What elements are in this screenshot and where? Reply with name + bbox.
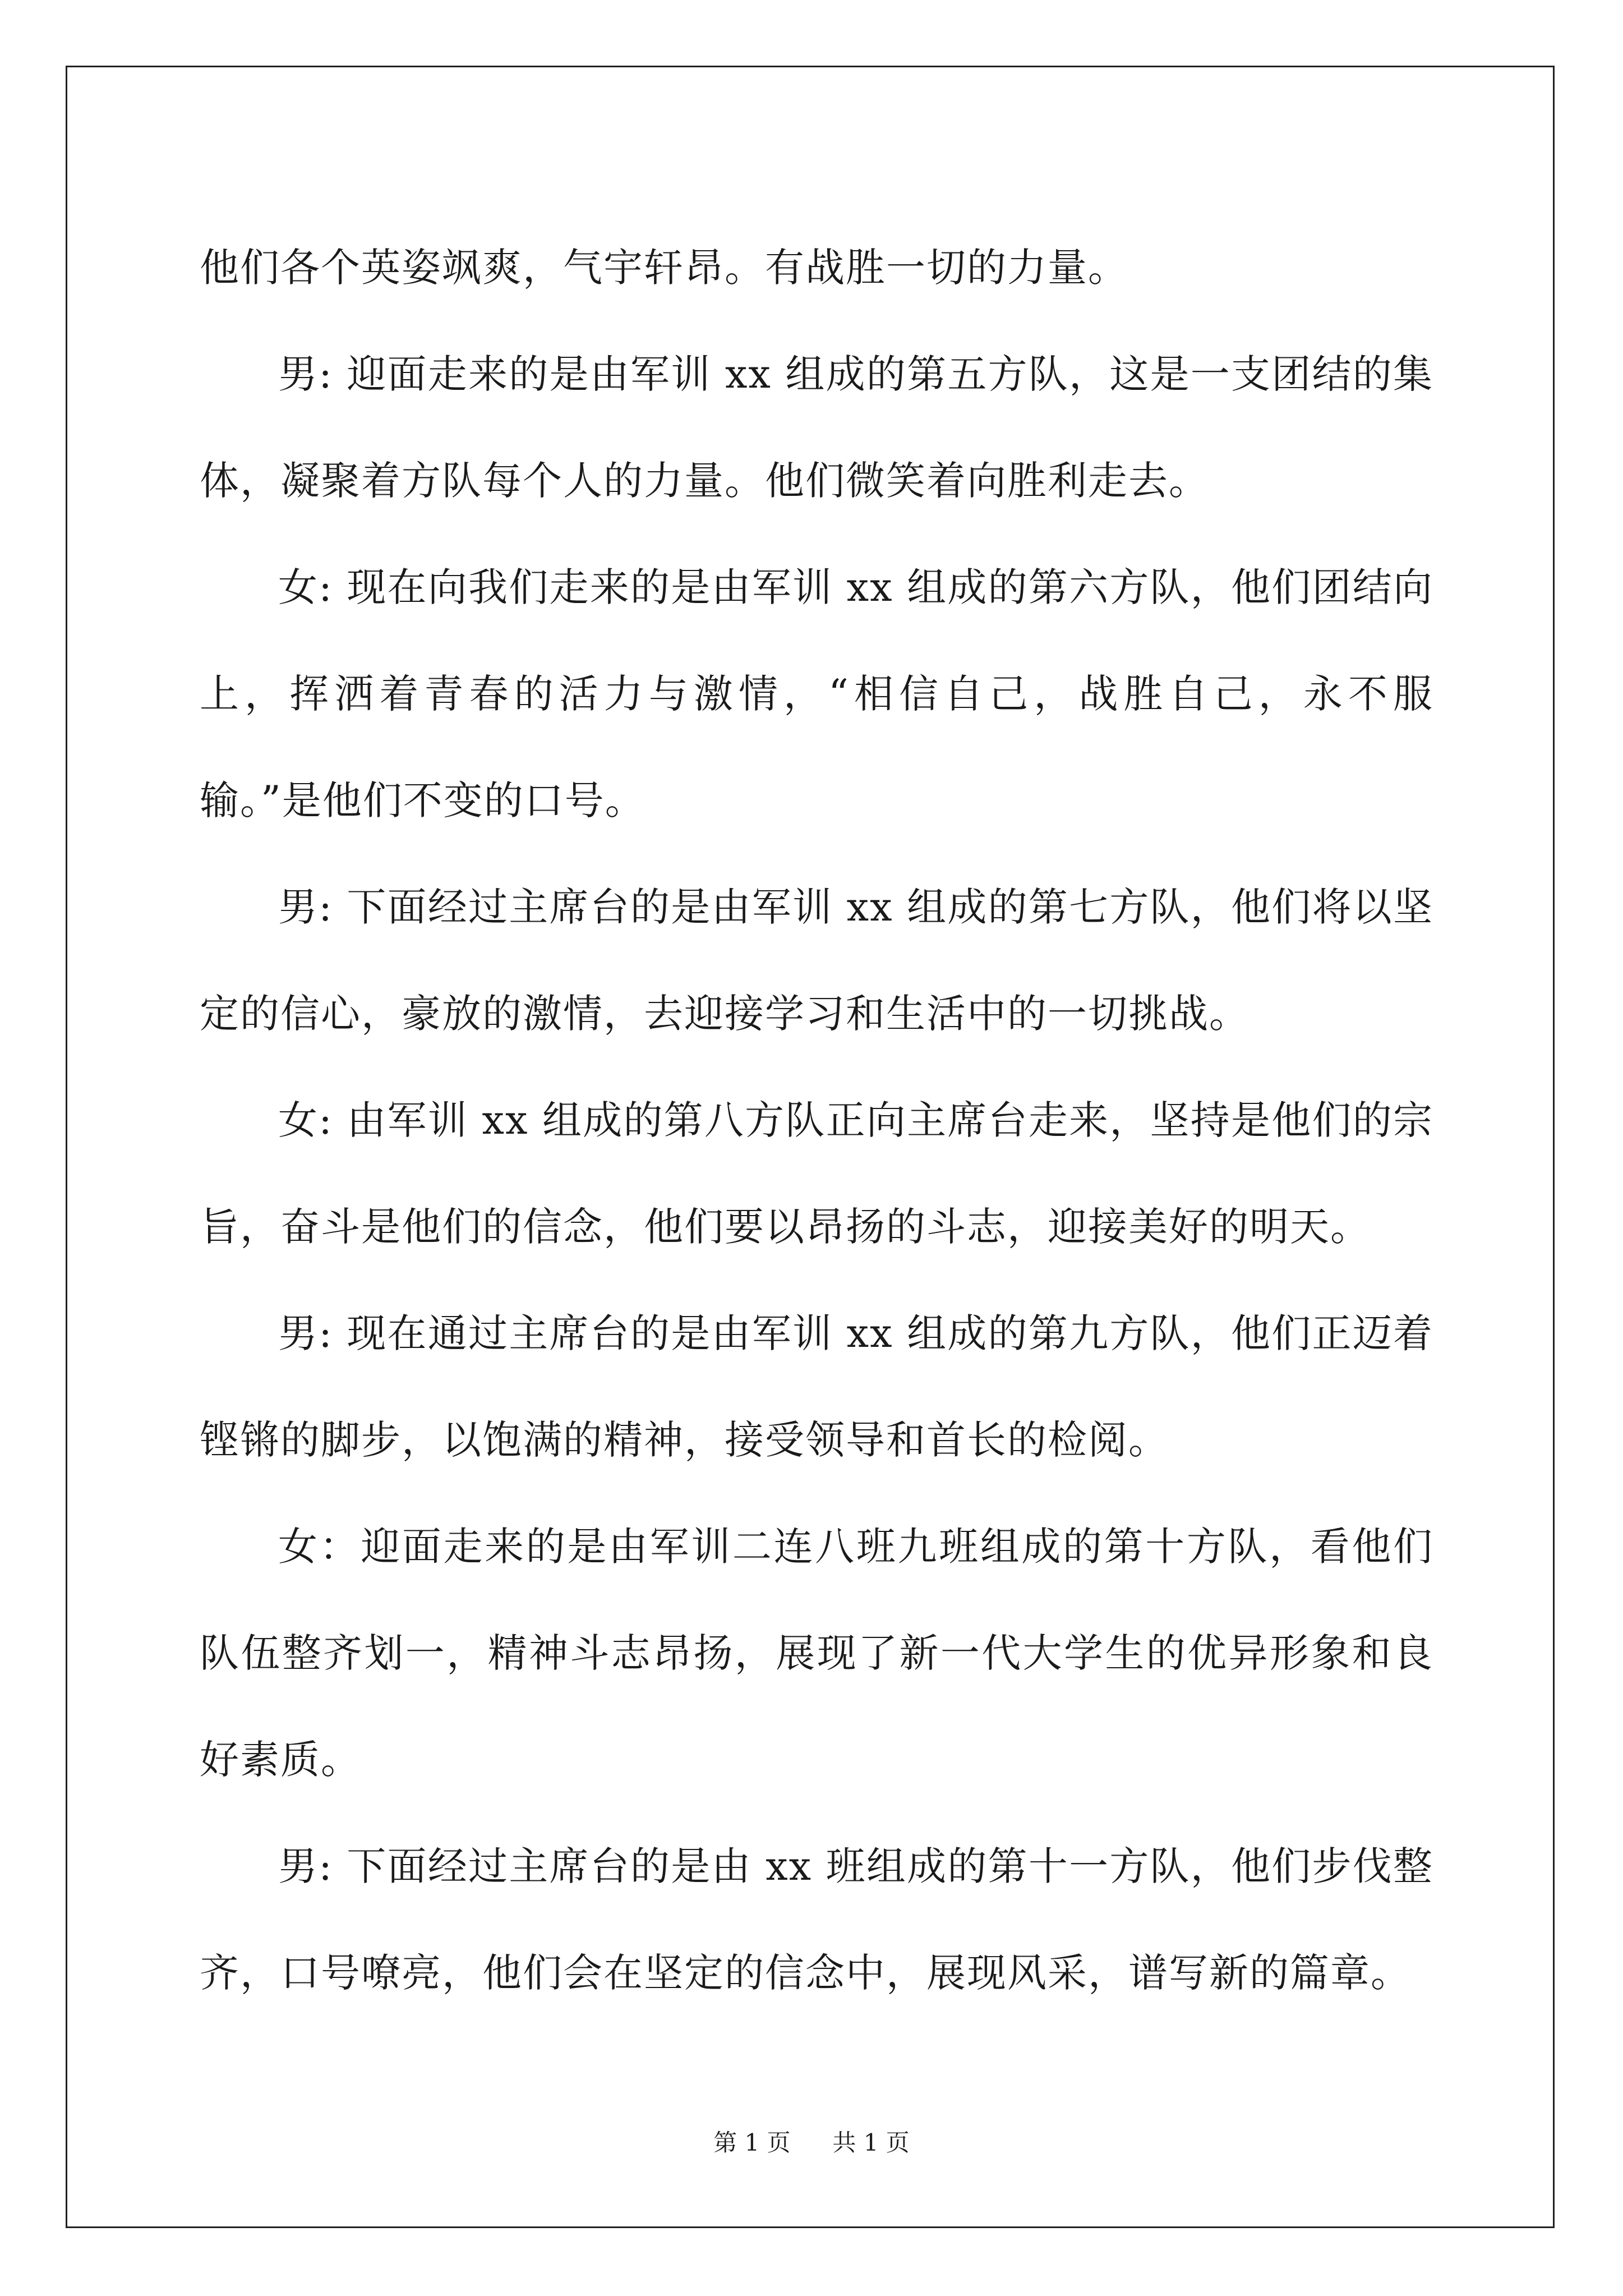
paragraph-5: 女: 由军训 xx 组成的第八方队正向主席台走来，坚持是他们的宗旨，奋斗是他们的信念，他们要以昂扬的斗志，迎接美好的明天。 — [200, 1097, 1433, 1250]
paragraph-4: 男: 下面经过主席台的是由军训 xx 组成的第七方队，他们将以坚定的信心，豪放的激情，去迎接学习和生活中的一切挑战。 — [200, 884, 1433, 1037]
document-body — [200, 214, 1433, 2026]
page-number-total: 共 1 页 — [832, 2129, 910, 2156]
paragraph-7: 女：迎面走来的是由军训二连八班九班组成的第十方队，看他们队伍整齐划一，精神斗志昂扬，展现了新一代大学生的优异形象和良好素质。 — [200, 1524, 1433, 1783]
paragraph-8: 男: 下面经过主席台的是由 xx 班组成的第十一方队，他们步伐整齐，口号嘹亮，他们会在坚定的信念中，展现风采，谱写新的篇章。 — [200, 1843, 1433, 1996]
paragraph-6: 男: 现在通过主席台的是由军训 xx 组成的第九方队，他们正迈着铿锵的脚步，以饱满的精神，接受领导和首长的检阅。 — [200, 1310, 1433, 1463]
paragraph-2: 男: 迎面走来的是由军训 xx 组成的第五方队，这是一支团结的集体，凝聚着方队每个人的力量。他们微笑着向胜利走去。 — [200, 351, 1433, 504]
paragraph-1: 他们各个英姿飒爽，气宇轩昂。有战胜一切的力量。 — [200, 245, 1128, 291]
paragraph-3: 女: 现在向我们走来的是由军训 xx 组成的第六方队，他们团结向上，挥洒着青春的活力与激情，“相信自己，战胜自己，永不服输。”是他们不变的口号。 — [200, 564, 1433, 823]
page-number-current: 第 1 页 — [713, 2129, 791, 2156]
page-footer — [0, 2126, 1623, 2160]
